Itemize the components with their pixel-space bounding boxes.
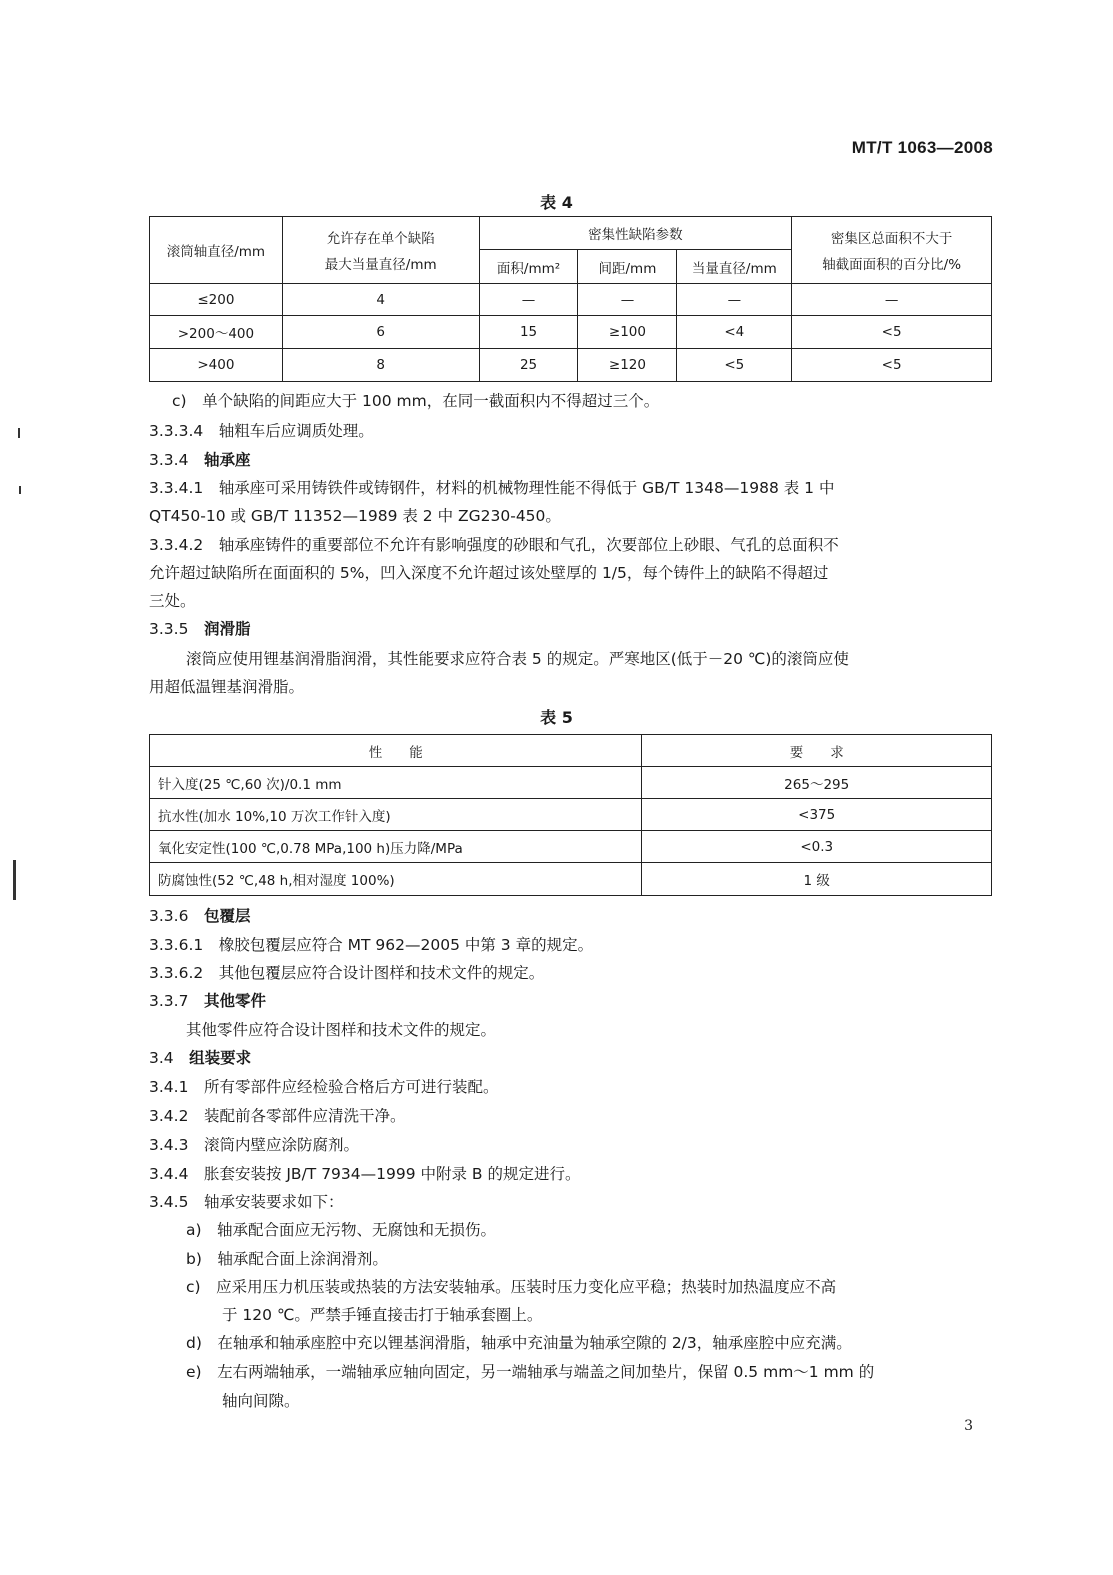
table-cell: 15 [479,316,578,349]
table-cell: >200～400 [150,316,283,349]
item-a: a) 轴承配合面应无污物、无腐蚀和无损伤。 [186,1221,497,1239]
clause-3-3-7-heading [149,991,266,1011]
table-row [150,831,992,863]
table-cell: ≥100 [578,316,677,349]
clause-3-4-4: 3.4.4 胀套安装按 JB/T 7934—1999 中附录 B 的规定进行。 [149,1165,581,1183]
clause-title: 包覆层 [203,907,251,925]
header-dense-group: 密集性缺陷参数 [479,217,792,250]
table-5 [149,734,992,896]
page-number: 3 [964,1418,973,1434]
clause-3-4-3: 3.4.3 滚筒内壁应涂防腐剂。 [149,1136,359,1154]
clause-3-3-3-4: 3.3.3.4 轴粗车后应调质处理。 [149,422,374,440]
table-row [150,284,992,316]
clause-3-3-4-2-line2: 允许超过缺陷所在面面积的 5%，凹入深度不允许超过该处壁厚的 1/5，每个铸件上的缺陷不得超过 [149,564,829,582]
table-cell: 防腐蚀性(52 ℃,48 h,相对湿度 100%) [150,863,642,896]
clause-3-4-heading [149,1048,251,1068]
clause-3-3-4-1-line2: QT450-10 或 GB/T 11352—1989 表 2 中 ZG230-450。 [149,507,561,525]
table-cell: 4 [282,284,479,316]
table-cell: <5 [792,316,992,349]
table-row [150,767,992,799]
table-5-caption: 表 5 [540,708,573,727]
table-row [150,349,992,382]
clause-number: 3.3.7 [149,992,189,1010]
clause-title: 润滑脂 [203,620,251,638]
clause-3-4-1: 3.4.1 所有零部件应经检验合格后方可进行装配。 [149,1078,499,1096]
table-cell: 8 [282,349,479,382]
clause-title: 其他零件 [203,992,266,1010]
table-cell: <0.3 [642,831,992,863]
table-cell: <5 [792,349,992,382]
table-cell: — [479,284,578,316]
table-4-caption: 表 4 [540,193,573,212]
clause-3-3-5-line1: 滚筒应使用锂基润滑脂润滑，其性能要求应符合表 5 的规定。严寒地区(低于－20 ℃)的滚筒应使 [186,650,849,668]
standard-number: MT/T 1063—2008 [851,138,993,157]
item-c-line1: c) 应采用压力机压装或热装的方法安装轴承。压装时压力变化应平稳；热装时加热温度应不高 [186,1278,837,1296]
table-cell: — [792,284,992,316]
clause-3-3-5-heading [149,619,250,639]
header-requirement: 要 求 [642,735,992,767]
table-row [150,863,992,896]
clause-number: 3.3.6 [149,907,189,925]
table-cell: <5 [677,349,792,382]
table-cell: 针入度(25 ℃,60 次)/0.1 mm [150,767,642,799]
header-area: 面积/mm² [479,250,578,284]
header-single-defect [282,217,479,284]
clause-3-3-7-text: 其他零件应符合设计图样和技术文件的规定。 [186,1021,497,1039]
table-row [150,799,992,831]
header-diameter: 滚筒轴直径/mm [150,217,283,284]
table-cell: 6 [282,316,479,349]
clause-number: 3.3.4 [149,451,189,469]
table-cell: <375 [642,799,992,831]
clause-3-3-5-line2: 用超低温锂基润滑脂。 [149,678,305,696]
table-row [150,316,992,349]
clause-number: 3.3.5 [149,620,189,638]
clause-title: 轴承座 [203,451,251,469]
header-single-defect-line2: 最大当量直径/mm [324,257,437,273]
table-cell: 25 [479,349,578,382]
clause-3-4-5: 3.4.5 轴承安装要求如下： [149,1193,344,1211]
scan-mark [13,860,16,900]
header-single-defect-line1: 允许存在单个缺陷 [326,231,435,247]
table-cell: >400 [150,349,283,382]
item-c-spacing: c) 单个缺陷的间距应大于 100 mm，在同一截面积内不得超过三个。 [172,392,660,410]
clause-3-3-6-2: 3.3.6.2 其他包覆层应符合设计图样和技术文件的规定。 [149,964,545,982]
clause-3-3-4-1-line1: 3.3.4.1 轴承座可采用铸铁件或铸钢件，材料的机械物理性能不得低于 GB/T 1348—1988 表 1 中 [149,479,835,497]
table-4 [149,216,992,382]
item-b: b) 轴承配合面上涂润滑剂。 [186,1250,388,1268]
table-cell: <4 [677,316,792,349]
header-equiv-diameter: 当量直径/mm [677,250,792,284]
clause-3-3-6-heading [149,906,250,926]
item-e-line2: 轴向间隙。 [222,1392,300,1410]
table-cell: 抗水性(加水 10%,10 万次工作针入度) [150,799,642,831]
table-cell: 265～295 [642,767,992,799]
header-dense-total [792,217,992,284]
header-dense-total-line2: 轴截面面积的百分比/% [822,257,962,273]
item-c-line2: 于 120 ℃。严禁手锤直接击打于轴承套圈上。 [222,1306,543,1324]
clause-3-4-2: 3.4.2 装配前各零部件应清洗干净。 [149,1107,406,1125]
header-spacing: 间距/mm [578,250,677,284]
header-property: 性 能 [150,735,642,767]
table-cell: — [677,284,792,316]
item-e-line1: e) 左右两端轴承，一端轴承应轴向固定，另一端轴承与端盖之间加垫片，保留 0.5 mm～1 mm 的 [186,1363,875,1381]
clause-3-3-4-2-line1: 3.3.4.2 轴承座铸件的重要部位不允许有影响强度的砂眼和气孔，次要部位上砂眼、气孔的总面积不 [149,536,839,554]
clause-3-3-4-heading [149,450,250,470]
header-dense-total-line1: 密集区总面积不大于 [830,231,953,247]
clause-3-3-4-2-line3: 三处。 [149,592,196,610]
item-d: d) 在轴承和轴承座腔中充以锂基润滑脂，轴承中充油量为轴承空隙的 2/3，轴承座腔中应充满。 [186,1334,852,1352]
table-cell: ≤200 [150,284,283,316]
clause-title: 组装要求 [189,1049,252,1067]
clause-number: 3.4 [149,1049,174,1067]
scan-mark [19,486,21,494]
table-cell: 氧化安定性(100 ℃,0.78 MPa,100 h)压力降/MPa [150,831,642,863]
scan-mark [18,428,20,438]
table-cell: 1 级 [642,863,992,896]
clause-3-3-6-1: 3.3.6.1 橡胶包覆层应符合 MT 962—2005 中第 3 章的规定。 [149,936,594,954]
table-cell: — [578,284,677,316]
table-cell: ≥120 [578,349,677,382]
